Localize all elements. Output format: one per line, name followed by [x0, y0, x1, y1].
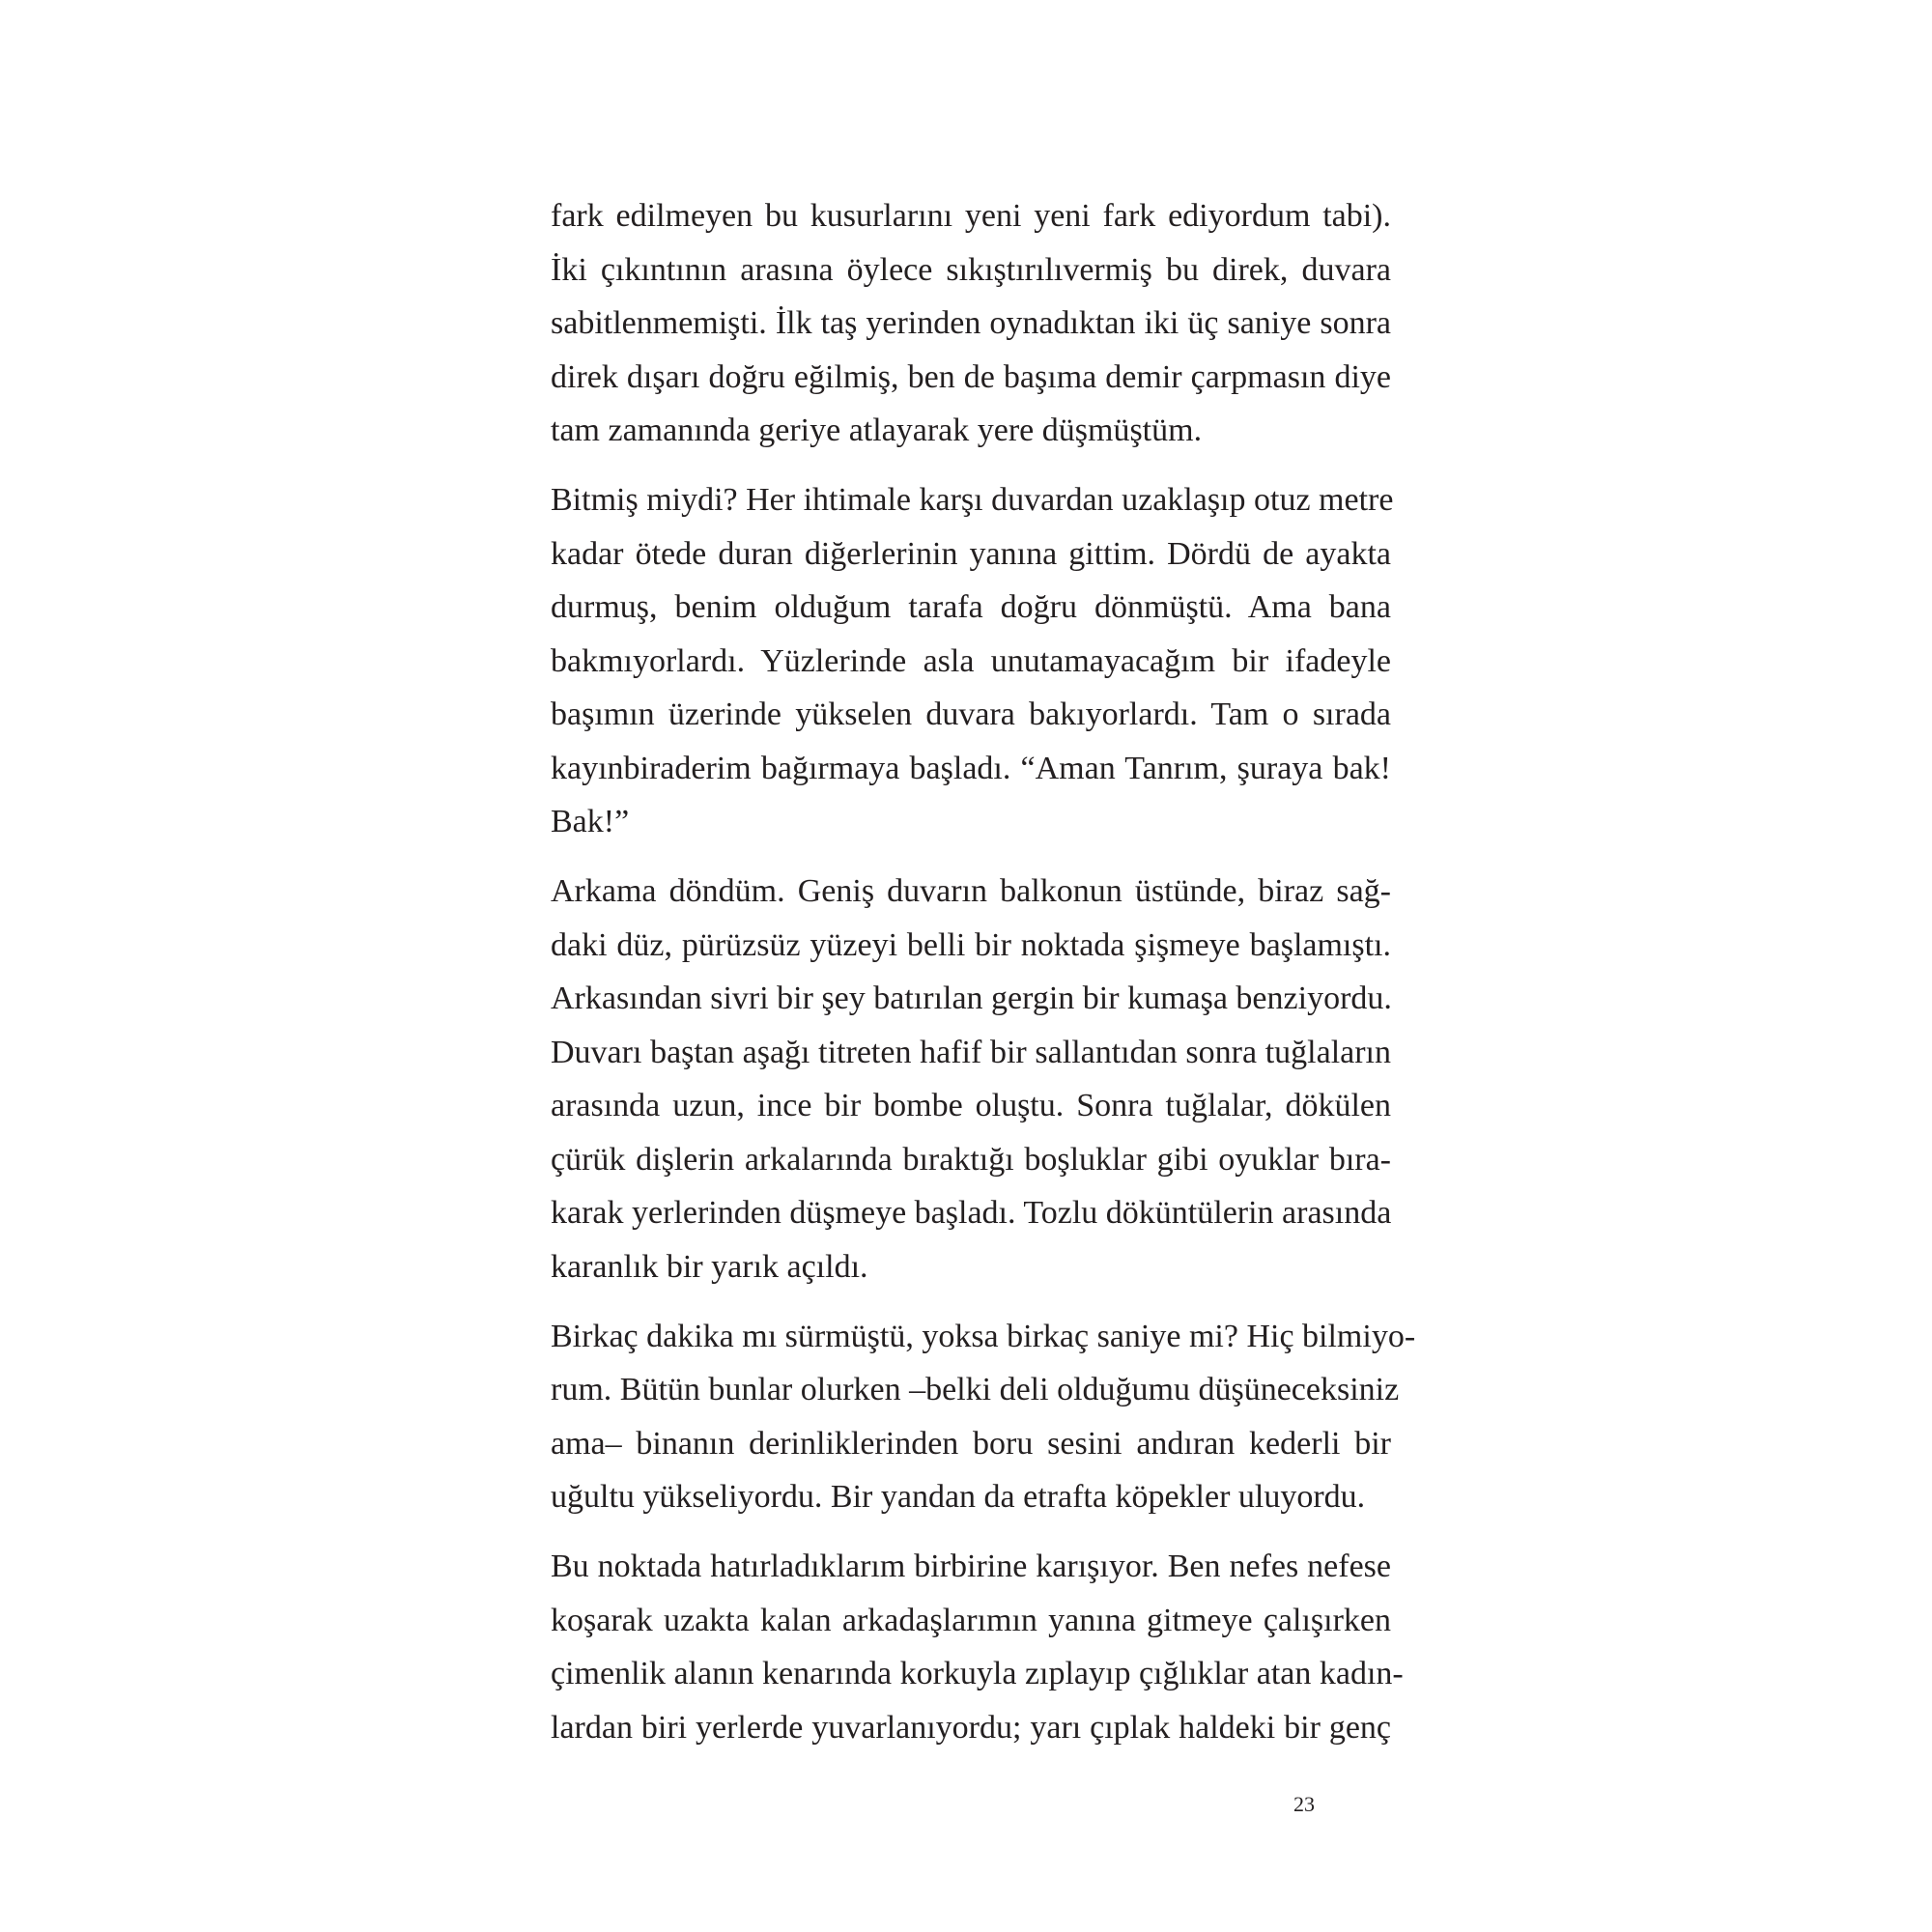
text-line: Arkama döndüm. Geniş duvarın balkonun üstünde, biraz sağ-: [551, 873, 1391, 909]
paragraph-gap: [551, 1293, 1391, 1310]
text-line: çürük dişlerin arkalarında bıraktığı boşluklar gibi oyuklar bıra-: [551, 1141, 1391, 1178]
text-line: İki çıkıntının arasına öylece sıkıştırılıvermiş bu direk, duvara: [551, 251, 1391, 288]
text-line: lardan biri yerlerde yuvarlanıyordu; yarı çıplak haldeki bir genç: [551, 1709, 1391, 1746]
text-line: rum. Bütün bunlar olurken –belki deli olduğumu düşüneceksiniz: [551, 1372, 1400, 1407]
text-line: koşarak uzakta kalan arkadaşlarımın yanına gitmeye çalışırken: [551, 1602, 1391, 1638]
paragraph-gap: [551, 849, 1391, 866]
text-line: uğultu yükseliyordu. Bir yandan da etrafta köpekler uluyordu.: [551, 1479, 1366, 1515]
text-line: direk dışarı doğru eğilmiş, ben de başıma demir çarpmasın diye: [551, 358, 1391, 395]
text-line: kayınbiraderim bağırmaya başladı. “Aman Tanrım, şuraya bak!: [551, 750, 1391, 786]
text-line: karak yerlerinden düşmeye başladı. Tozlu döküntülerin arasında: [551, 1195, 1392, 1231]
text-line: karanlık bir yarık açıldı.: [551, 1248, 868, 1285]
paragraph-5: [551, 1540, 1404, 1754]
text-line: ama– binanın derinliklerinden boru sesini andıran kederli bir: [551, 1425, 1391, 1462]
text-line: Birkaç dakika mı sürmüştü, yoksa birkaç saniye mi? Hiç bilmiyo-: [551, 1318, 1416, 1354]
text-line: daki düz, pürüzsüz yüzeyi belli bir noktada şişmeye başlamıştı.: [551, 926, 1391, 963]
text-line: Bak!”: [551, 804, 630, 839]
paragraph-gap: [551, 458, 1391, 474]
paragraph-gap: [551, 1524, 1391, 1541]
text-line: bakmıyorlardı. Yüzlerinde asla unutamayacağım bir ifadeyle: [551, 642, 1391, 679]
paragraph-3: [551, 865, 1391, 1293]
page-number: 23: [1293, 1792, 1315, 1816]
body-text: [551, 189, 1416, 1754]
text-line: fark edilmeyen bu kusurlarını yeni yeni fark ediyordum tabi).: [551, 198, 1391, 234]
text-line: Arkasından sivri bir şey batırılan gergin bir kumaşa benziyordu.: [551, 980, 1392, 1016]
text-line: çimenlik alanın kenarında korkuyla zıplayıp çığlıklar atan kadın-: [551, 1656, 1404, 1691]
text-line: tam zamanında geriye atlayarak yere düşmüştüm.: [551, 412, 1203, 448]
text-line: başımın üzerinde yükselen duvara bakıyorlardı. Tam o sırada: [551, 696, 1391, 732]
paragraph-4: [551, 1310, 1416, 1524]
paragraph-2: [551, 473, 1394, 849]
text-line: Bitmiş miydi? Her ihtimale karşı duvardan uzaklaşıp otuz metre: [551, 482, 1394, 518]
text-line: Duvarı baştan aşağı titreten hafif bir sallantıdan sonra tuğlaların: [551, 1034, 1391, 1070]
text-line: arasında uzun, ince bir bombe oluştu. Sonra tuğlalar, dökülen: [551, 1088, 1391, 1123]
paragraph-1: [551, 189, 1391, 458]
text-line: kadar ötede duran diğerlerinin yanına gittim. Dördü de ayakta: [551, 535, 1391, 572]
text-line: sabitlenmemişti. İlk taş yerinden oynadıktan iki üç saniye sonra: [551, 305, 1391, 341]
text-line: durmuş, benim olduğum tarafa doğru dönmüştü. Ama bana: [551, 589, 1391, 625]
text-line: Bu noktada hatırladıklarım birbirine karışıyor. Ben nefes nefese: [551, 1548, 1391, 1584]
